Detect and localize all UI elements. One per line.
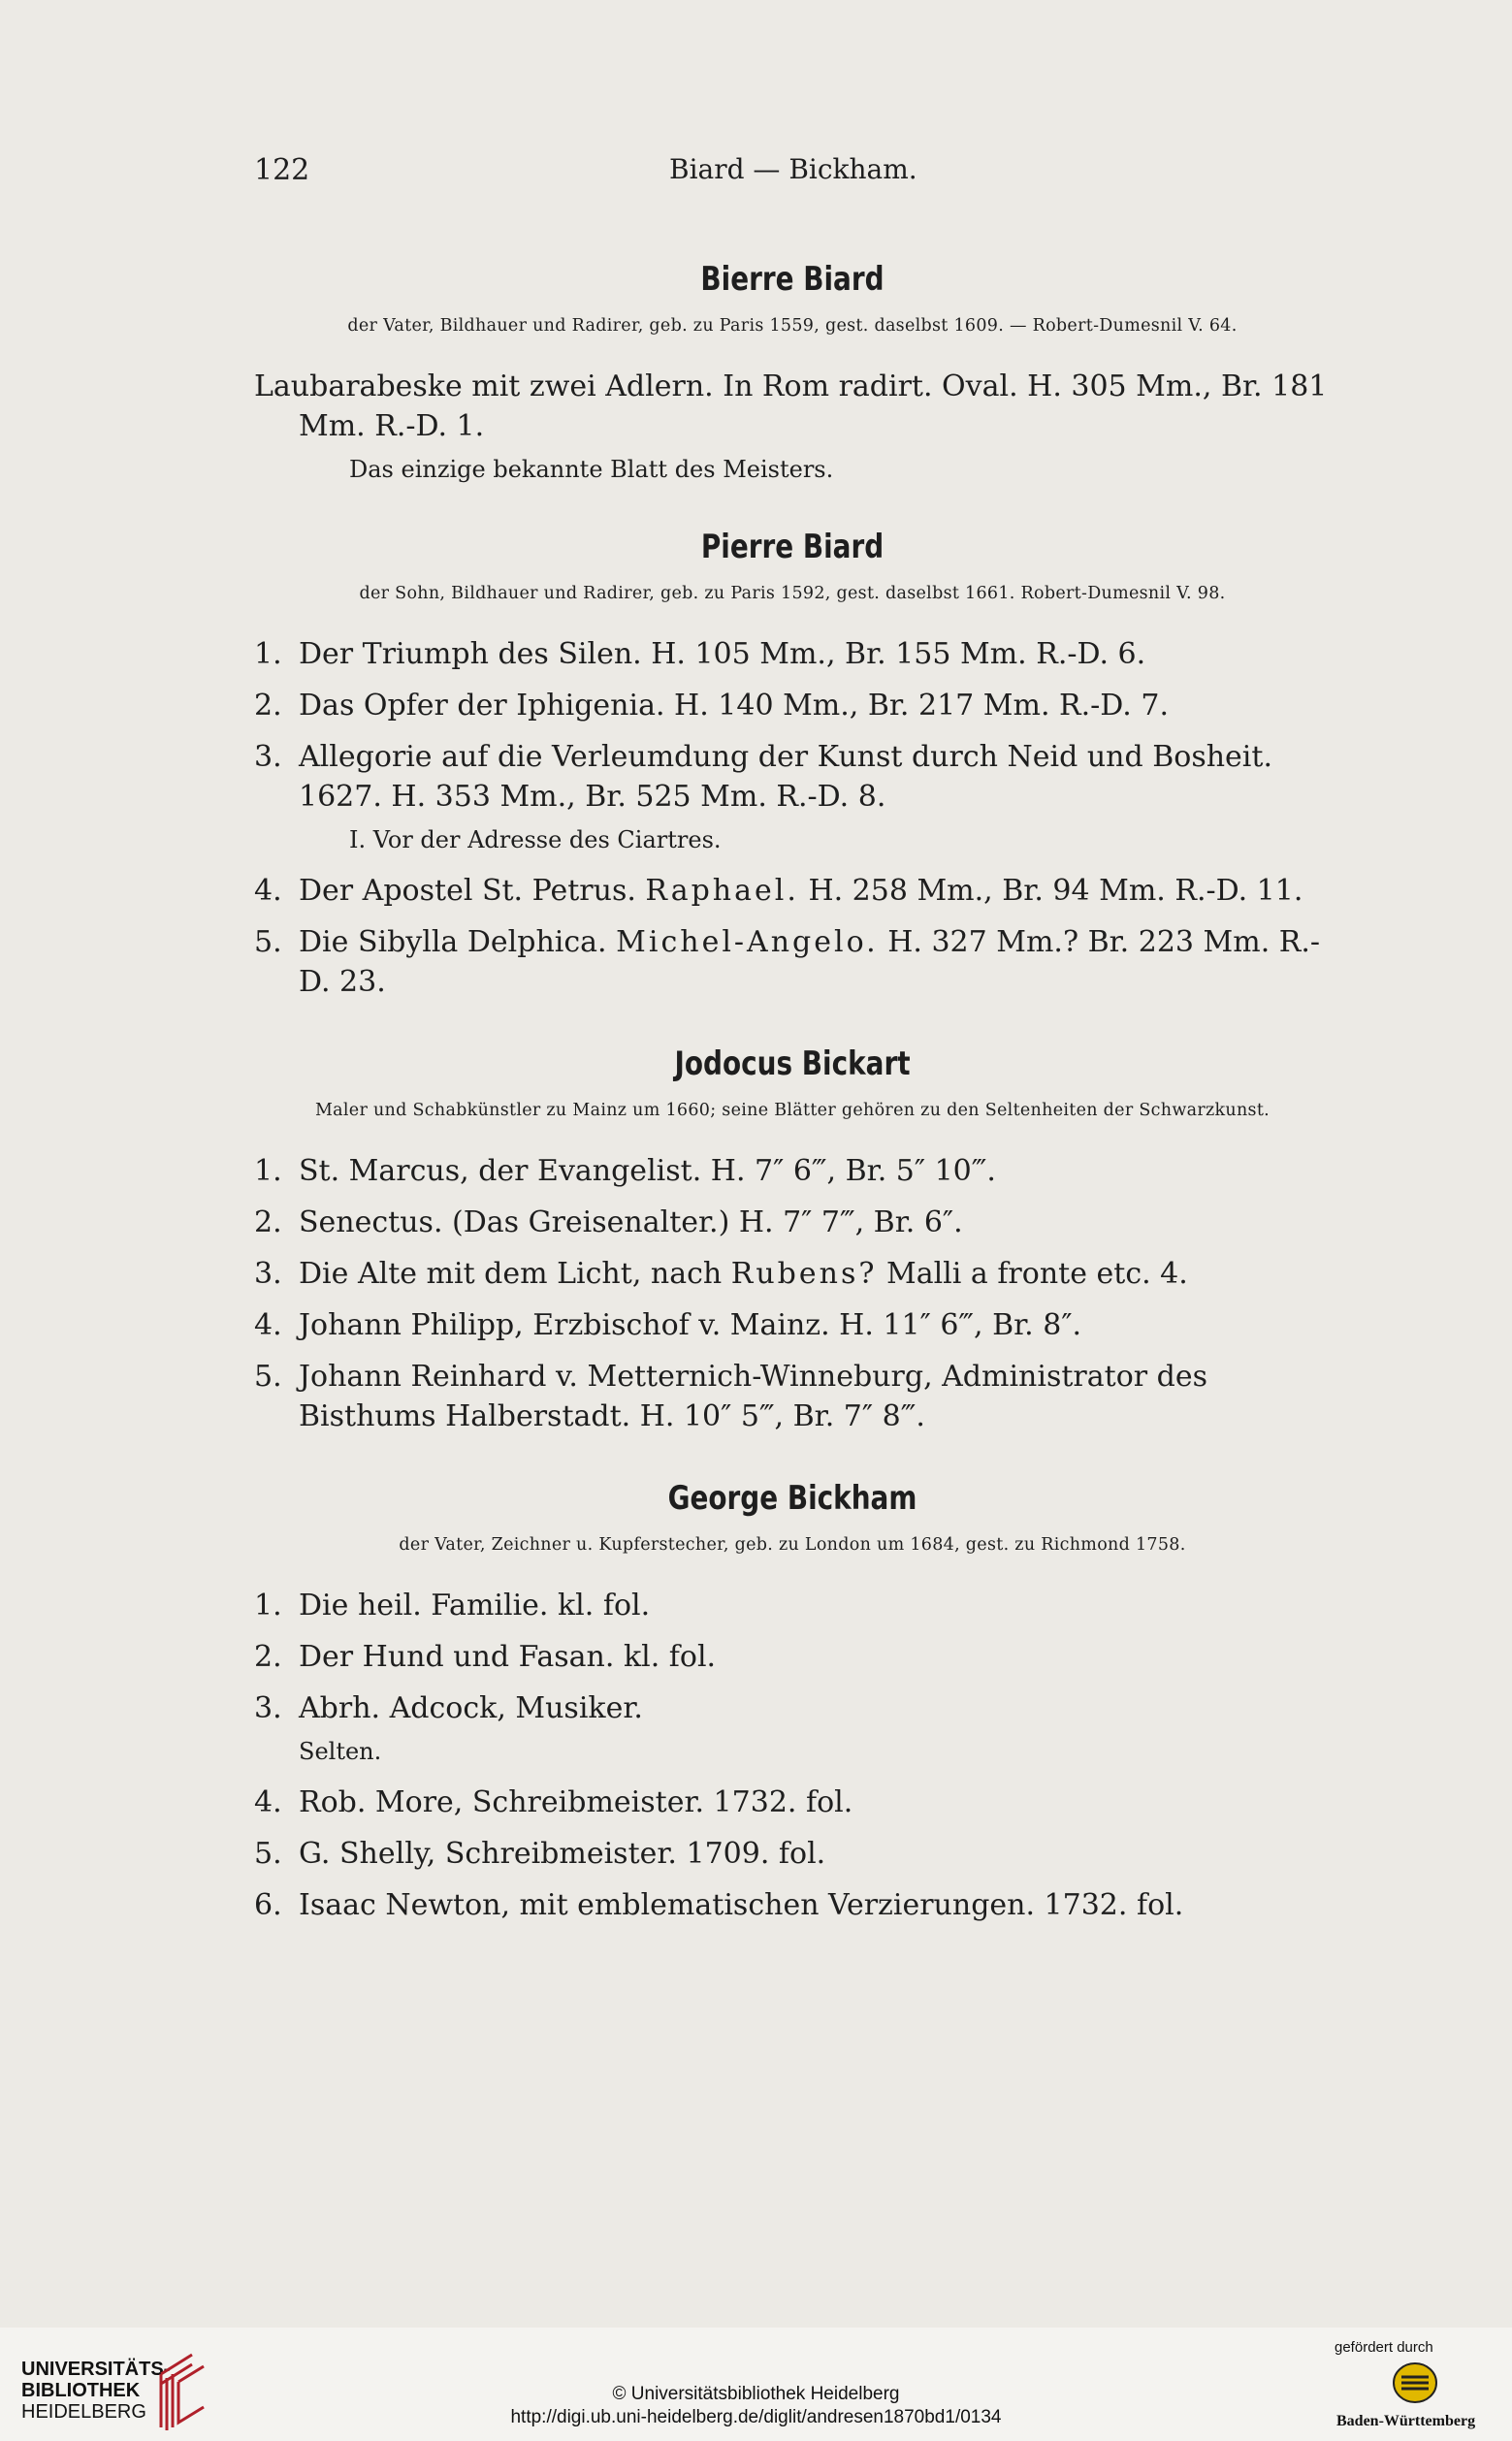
entry-number: 3. xyxy=(254,739,282,774)
entry xyxy=(254,1783,1331,1822)
page-number: 122 xyxy=(254,153,310,187)
entry-text: Laubarabeske mit zwei Adlern. In Rom radirt. Oval. H. 305 Mm., Br. 181 Mm. R.-D. 1. xyxy=(254,369,1328,443)
running-header xyxy=(0,153,1512,192)
funded-by-label: gefördert durch xyxy=(1335,2339,1433,2356)
entry-text: G. Shelly, Schreibmeister. 1709. fol. xyxy=(299,1836,826,1871)
entry xyxy=(254,1357,1331,1436)
section-george-bickham xyxy=(254,1479,1331,1925)
entry-text: H. 327 Mm.? Br. 223 Mm. R.-D. 23. xyxy=(299,924,1321,999)
section-title: George Bickham xyxy=(667,1478,917,1518)
section-title: Jodocus Bickart xyxy=(674,1044,911,1083)
section-jodocus-bickart xyxy=(254,1044,1331,1436)
entry-text: Der Triumph des Silen. H. 105 Mm., Br. 155 Mm. R.-D. 6. xyxy=(299,636,1146,671)
page-content xyxy=(254,260,1331,1968)
copyright-text: © Universitätsbibliothek Heidelberg xyxy=(612,2384,900,2404)
entry-number: 1. xyxy=(254,636,282,671)
section-bierre-biard xyxy=(254,260,1331,485)
entry xyxy=(254,634,1331,674)
entry-number: 2. xyxy=(254,1204,282,1239)
section-title: Pierre Biard xyxy=(700,527,885,566)
entry-text: Abrh. Adcock, Musiker. xyxy=(299,1690,643,1725)
entry xyxy=(254,1254,1331,1294)
entry-number: 6. xyxy=(254,1887,282,1922)
entry-text: Die Sibylla Delphica. xyxy=(299,924,607,959)
entry xyxy=(254,737,1331,817)
section-bio: der Sohn, Bildhauer und Radirer, geb. zu Paris 1592, gest. daselbst 1661. Robert-Dumesnil V. 98. xyxy=(359,583,1226,603)
entry xyxy=(254,922,1331,1002)
entry-number: 5. xyxy=(254,924,282,959)
entry-text: Die heil. Familie. kl. fol. xyxy=(299,1588,651,1622)
state-label: Baden-Württemberg xyxy=(1336,2413,1476,2429)
entry-number: 4. xyxy=(254,873,282,908)
section-bio: der Vater, Bildhauer und Radirer, geb. zu Paris 1559, gest. daselbst 1609. — Robert-Dumesnil V. 64. xyxy=(347,316,1238,336)
entry xyxy=(254,1688,1331,1728)
entry xyxy=(254,1203,1331,1242)
entry-number: 1. xyxy=(254,1153,282,1188)
entry xyxy=(254,1834,1331,1874)
entry xyxy=(254,1586,1331,1625)
entry xyxy=(254,1885,1331,1925)
entry-number: 3. xyxy=(254,1690,282,1725)
source-url[interactable]: http://digi.ub.uni-heidelberg.de/diglit/andresen1870bd1/0134 xyxy=(510,2407,1002,2427)
artist-name: Raphael. xyxy=(645,873,799,908)
entry-text: Der Hund und Fasan. kl. fol. xyxy=(299,1639,717,1674)
entry-note: I. Vor der Adresse des Ciartres. xyxy=(349,825,722,853)
section-pierre-biard xyxy=(254,528,1331,1002)
entry-text: H. 258 Mm., Br. 94 Mm. R.-D. 11. xyxy=(808,873,1303,908)
entry-number: 3. xyxy=(254,1256,282,1291)
entry-number: 2. xyxy=(254,1639,282,1674)
entry-text: Das Opfer der Iphigenia. H. 140 Mm., Br. 217 Mm. R.-D. 7. xyxy=(299,688,1169,723)
entry xyxy=(254,1305,1331,1345)
entry-number: 5. xyxy=(254,1359,282,1394)
entry-text: Senectus. (Das Greisenalter.) H. 7″ 7‴, Br. 6″. xyxy=(299,1204,963,1239)
entry-text: Isaac Newton, mit emblematischen Verzierungen. 1732. fol. xyxy=(299,1887,1184,1922)
entry xyxy=(254,367,1331,446)
library-name-line2: BIBLIOTHEK xyxy=(21,2380,141,2401)
entry-number: 2. xyxy=(254,688,282,723)
entry-number: 5. xyxy=(254,1836,282,1871)
entry-note: Selten. xyxy=(299,1737,382,1765)
entry-text: St. Marcus, der Evangelist. H. 7″ 6‴, Br. 5″ 10‴. xyxy=(299,1153,996,1188)
entry-text: Der Apostel St. Petrus. xyxy=(299,873,636,908)
entry-number: 1. xyxy=(254,1588,282,1622)
state-seal-icon xyxy=(1392,2360,1438,2406)
library-name-line1: UNIVERSITÄTS- xyxy=(21,2359,171,2380)
entry-text: Johann Reinhard v. Metternich-Winneburg, Administrator des Bisthums Halberstadt. H. 10″ 5‴, Br. 7″ 8‴. xyxy=(299,1359,1207,1433)
artist-name: Rubens? xyxy=(730,1256,878,1291)
artist-name: Michel-Angelo. xyxy=(616,924,879,959)
entry-number: 4. xyxy=(254,1784,282,1819)
entry xyxy=(254,871,1331,911)
section-bio: Maler und Schabkünstler zu Mainz um 1660; seine Blätter gehören zu den Seltenheiten der Schwarzkunst. xyxy=(314,1100,1271,1120)
section-title: Bierre Biard xyxy=(700,260,885,299)
entry xyxy=(254,1151,1331,1191)
section-bio: der Vater, Zeichner u. Kupferstecher, geb. zu London um 1684, gest. zu Richmond 1758. xyxy=(399,1534,1186,1555)
entry xyxy=(254,686,1331,725)
entry xyxy=(254,1637,1331,1677)
entry-text: Allegorie auf die Verleumdung der Kunst durch Neid und Bosheit. 1627. H. 353 Mm., Br. 525 Mm. R.-D. 8. xyxy=(299,739,1272,814)
entry-text: Johann Philipp, Erzbischof v. Mainz. H. 11″ 6‴, Br. 8″. xyxy=(299,1307,1082,1342)
entry-note: Das einzige bekannte Blatt des Meisters. xyxy=(349,455,834,483)
running-title: Biard — Bickham. xyxy=(669,153,917,185)
entry-text: Malli a fronte etc. 4. xyxy=(885,1256,1188,1291)
entry-number: 4. xyxy=(254,1307,282,1342)
library-name-line3: HEIDELBERG xyxy=(21,2401,146,2423)
entry-text: Die Alte mit dem Licht, nach xyxy=(299,1256,723,1291)
entry-text: Rob. More, Schreibmeister. 1732. fol. xyxy=(299,1784,853,1819)
